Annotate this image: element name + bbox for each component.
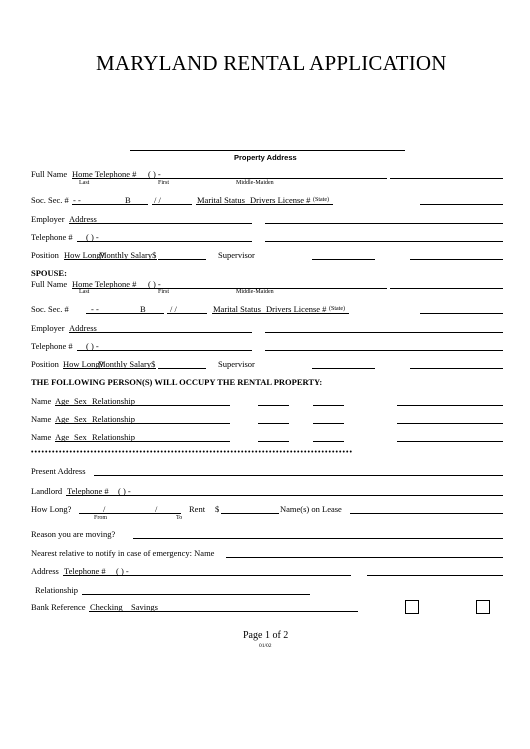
soc-sec-mask: - - [73, 195, 81, 205]
spouse-state-caption: (State) [329, 306, 345, 312]
occupant-relationship-label: Relationship [92, 432, 135, 442]
nearest-relative-label: Nearest relative to notify in case of emergency: Name [31, 548, 215, 558]
spouse-full-name-field[interactable] [72, 288, 387, 289]
full-name-label: Full Name [31, 169, 68, 179]
first-name-caption: First [158, 180, 170, 186]
birth-label: B [125, 195, 131, 205]
spouse-drivers-license-label: Drivers License # [266, 304, 327, 314]
occupant-age-field[interactable] [258, 405, 289, 406]
spouse-soc-sec-field[interactable] [86, 313, 164, 314]
savings-label: Savings [131, 602, 158, 612]
spouse-employer-label: Employer [31, 323, 65, 333]
occupant-sex-label: Sex [74, 432, 87, 442]
employer-address-label: Address [69, 214, 97, 224]
spouse-birth-date-mask: / / [170, 304, 177, 314]
spouse-home-telephone-label: Home Telephone # [72, 279, 137, 289]
reason-moving-field[interactable] [133, 538, 503, 539]
how-long-field[interactable] [79, 513, 181, 514]
supervisor-field[interactable] [312, 259, 375, 260]
bank-reference-label: Bank Reference [31, 602, 86, 612]
marital-status-field[interactable] [420, 204, 503, 205]
monthly-salary-label: Monthly Salary$ [99, 250, 157, 260]
home-telephone-field[interactable] [390, 178, 503, 179]
spouse-last-name-caption: Last [79, 289, 90, 295]
from-date-slash: / [103, 504, 106, 514]
telephone-extra-field[interactable] [265, 241, 503, 242]
telephone-field[interactable] [77, 241, 252, 242]
spouse-birth-date-field[interactable] [167, 313, 207, 314]
landlord-label: Landlord [31, 486, 63, 496]
nearest-relative-field[interactable] [226, 557, 503, 558]
from-caption: From [94, 515, 108, 521]
page-number: Page 1 of 2 [243, 630, 289, 641]
occupant-sex-field[interactable] [313, 441, 344, 442]
spouse-supervisor-label: Supervisor [218, 359, 255, 369]
home-telephone-mask: ( ) - [148, 169, 161, 179]
present-address-field[interactable] [94, 475, 503, 476]
spouse-drivers-license-field[interactable] [212, 313, 349, 314]
full-name-field[interactable] [72, 178, 387, 179]
occupant-relationship-label: Relationship [92, 414, 135, 424]
spouse-supervisor-field[interactable] [312, 368, 375, 369]
form-code: 01/02 [259, 643, 272, 649]
telephone-mask: ( ) - [86, 232, 99, 242]
middle-maiden-caption: Middle-Maiden [236, 180, 274, 186]
occupant-age-label: Age [55, 432, 70, 442]
drivers-license-field[interactable] [196, 204, 333, 205]
employer-field[interactable] [69, 223, 252, 224]
occupant-name-label: Name [31, 432, 52, 442]
occupant-relationship-label: Relationship [92, 396, 135, 406]
spouse-home-telephone-field[interactable] [390, 288, 503, 289]
occupant-age-field[interactable] [258, 423, 289, 424]
occupant-name-label: Name [31, 396, 52, 406]
spouse-heading: SPOUSE: [31, 268, 67, 278]
rent-dollar: $ [215, 504, 220, 514]
occupant-sex-label: Sex [74, 414, 87, 424]
spouse-soc-sec-label: Soc. Sec. # [31, 304, 69, 314]
spouse-marital-status-label: Marital Status [213, 304, 261, 314]
monthly-salary-field[interactable] [158, 259, 206, 260]
home-telephone-label: Home Telephone # [72, 169, 137, 179]
occupant-sex-field[interactable] [313, 423, 344, 424]
checking-checkbox[interactable] [405, 600, 419, 614]
relative-telephone-mask: ( ) - [116, 566, 129, 576]
occupant-sex-label: Sex [74, 396, 87, 406]
birth-date-field[interactable] [152, 204, 192, 205]
occupant-name-field[interactable] [55, 405, 230, 406]
bank-reference-field[interactable] [89, 611, 358, 612]
occupant-name-field[interactable] [55, 441, 230, 442]
spouse-home-telephone-mask: ( ) - [148, 279, 161, 289]
occupant-name-field[interactable] [55, 423, 230, 424]
occupant-sex-field[interactable] [313, 405, 344, 406]
occupants-heading: THE FOLLOWING PERSON(S) WILL OCCUPY THE RENTAL PROPERTY: [31, 377, 323, 387]
position-label: Position [31, 250, 59, 260]
relationship-label: Relationship [35, 585, 78, 595]
spouse-employer-address-field[interactable] [265, 332, 503, 333]
names-on-lease-label: Name(s) on Lease [280, 504, 342, 514]
spouse-how-long-label: How Long? [63, 359, 104, 369]
spouse-middle-maiden-caption: Middle-Maiden [236, 289, 274, 295]
occupant-relationship-field[interactable] [397, 405, 503, 406]
birth-date-mask: / / [154, 195, 161, 205]
spouse-supervisor-phone-field[interactable] [410, 368, 503, 369]
rent-label: Rent [189, 504, 206, 514]
occupant-relationship-field[interactable] [397, 423, 503, 424]
soc-sec-label: Soc. Sec. # [31, 195, 69, 205]
spouse-employer-field[interactable] [69, 332, 252, 333]
marital-status-label: Marital Status [197, 195, 245, 205]
to-date-slash: / [155, 504, 158, 514]
employer-label: Employer [31, 214, 65, 224]
property-address-label: Property Address [234, 153, 297, 162]
spouse-telephone-label: Telephone # [31, 341, 73, 351]
state-caption: (State) [313, 197, 329, 203]
relative-telephone-field[interactable] [367, 575, 503, 576]
checking-label: Checking [90, 602, 123, 612]
relative-address-field[interactable] [63, 575, 351, 576]
dot-separator: •••••••••••••••••••••••••••••••••••••••••••••••••••••••••••••••••••••••••••••••••••••••••••• [31, 448, 354, 456]
relative-telephone-label: Telephone # [64, 566, 106, 576]
spouse-marital-status-field[interactable] [420, 313, 503, 314]
names-on-lease-field[interactable] [350, 513, 503, 514]
present-address-label: Present Address [31, 466, 86, 476]
how-long-label: How Long? [31, 504, 72, 514]
landlord-telephone-label: Telephone # [67, 486, 109, 496]
spouse-telephone-extra-field[interactable] [265, 350, 503, 351]
how-long-label: How Long? [64, 250, 105, 260]
occupant-age-field[interactable] [258, 441, 289, 442]
landlord-field[interactable] [66, 495, 503, 496]
relationship-field[interactable] [82, 594, 310, 595]
spouse-soc-sec-mask: - - [91, 304, 99, 314]
page-title: MARYLAND RENTAL APPLICATION [96, 51, 447, 75]
drivers-license-label: Drivers License # [250, 195, 311, 205]
spouse-first-name-caption: First [158, 289, 170, 295]
spouse-position-field[interactable] [63, 368, 156, 369]
telephone-label: Telephone # [31, 232, 73, 242]
occupant-relationship-field[interactable] [397, 441, 503, 442]
spouse-full-name-label: Full Name [31, 279, 68, 289]
rent-field[interactable] [221, 513, 279, 514]
supervisor-label: Supervisor [218, 250, 255, 260]
spouse-birth-label: B [140, 304, 146, 314]
landlord-telephone-mask: ( ) - [118, 486, 131, 496]
spouse-position-label: Position [31, 359, 59, 369]
relative-address-label: Address [31, 566, 59, 576]
to-caption: To [176, 515, 183, 521]
position-field[interactable] [64, 259, 157, 260]
reason-moving-label: Reason you are moving? [31, 529, 116, 539]
spouse-telephone-field[interactable] [77, 350, 252, 351]
savings-checkbox[interactable] [476, 600, 490, 614]
property-address-line[interactable] [130, 150, 405, 151]
employer-address-field[interactable] [265, 223, 503, 224]
occupant-age-label: Age [55, 396, 70, 406]
last-name-caption: Last [79, 180, 90, 186]
spouse-monthly-salary-label: Monthly Salary$ [98, 359, 156, 369]
occupant-name-label: Name [31, 414, 52, 424]
soc-sec-field[interactable] [72, 204, 148, 205]
occupant-age-label: Age [55, 414, 70, 424]
spouse-employer-address-label: Address [69, 323, 97, 333]
spouse-telephone-mask: ( ) - [86, 341, 99, 351]
supervisor-phone-field[interactable] [410, 259, 503, 260]
spouse-monthly-salary-field[interactable] [158, 368, 206, 369]
